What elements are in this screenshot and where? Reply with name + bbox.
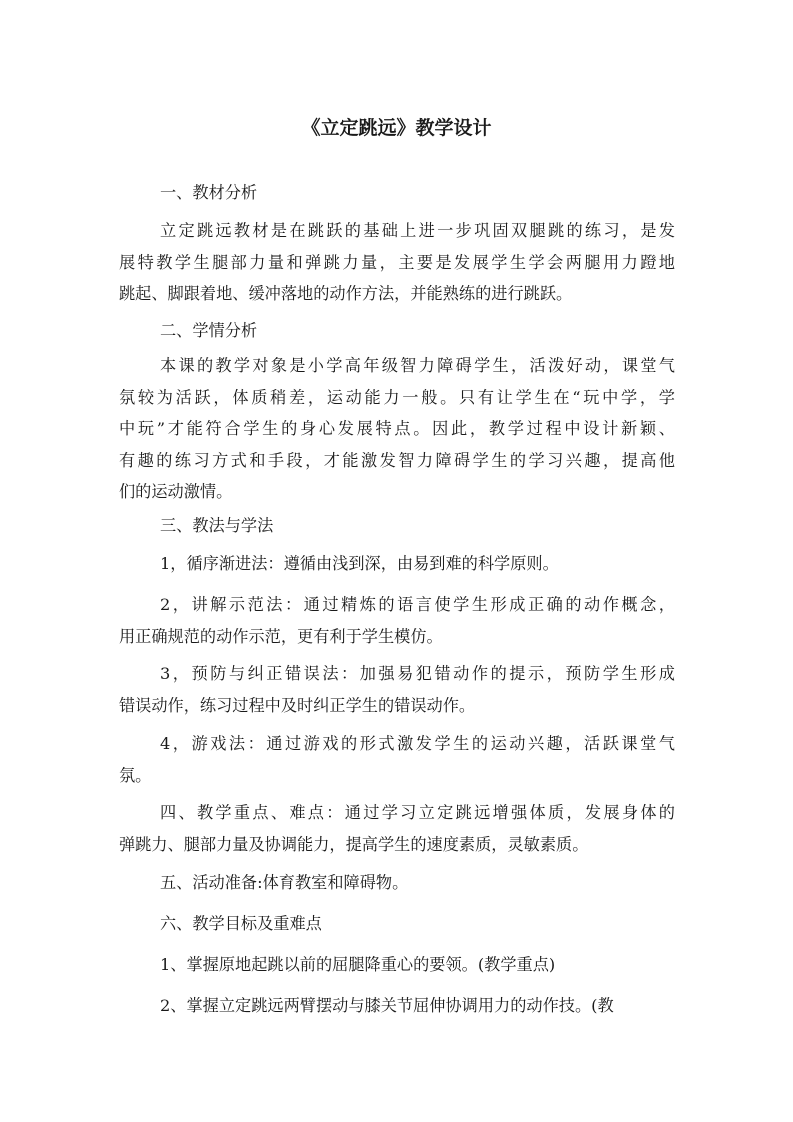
paragraph-line: 有趣的练习方式和手段，才能激发智力障碍学生的学习兴趣，提高他 bbox=[119, 450, 675, 470]
method-item-2 bbox=[119, 589, 675, 652]
paragraph-line: 3，预防与纠正错误法：加强易犯错动作的提示，预防学生形成 bbox=[160, 664, 675, 683]
method-item-1 bbox=[119, 548, 675, 580]
paragraph-line: 跳起、脚跟着地、缓冲落地的动作方法，并能熟练的进行跳跃。 bbox=[119, 284, 573, 303]
section-heading-methods: 三、教法与学法 bbox=[160, 516, 274, 535]
paragraph-line: 本课的教学对象是小学高年级智力障碍学生，活泼好动，课堂气 bbox=[160, 356, 675, 375]
paragraph-line: 们的运动激情。 bbox=[119, 482, 233, 501]
paragraph-line: 四、教学重点、难点：通过学习立定跳远增强体质，发展身体的 bbox=[160, 803, 675, 822]
paragraph-line: 2，讲解示范法：通过精炼的语言使学生形成正确的动作概念， bbox=[160, 595, 675, 614]
paragraph-line: 用正确规范的动作示范，更有利于学生模仿。 bbox=[119, 626, 443, 646]
paragraph-learners bbox=[119, 350, 675, 508]
document-title: 《立定跳远》教学设计 bbox=[301, 117, 492, 139]
section-heading-materials: 一、教材分析 bbox=[160, 183, 258, 202]
paragraph-materials bbox=[119, 215, 675, 310]
paragraph-line: 立定跳远教材是在跳跃的基础上进一步巩固双腿跳的练习，是发 bbox=[160, 221, 675, 240]
paragraph-line: 氛较为活跃，体质稍差，运动能力一般。只有让学生在“玩中学，学 bbox=[119, 387, 675, 407]
objective-item-2: 2、掌握立定跳远两臂摆动与膝关节屈伸协调用力的动作技。(教 bbox=[160, 996, 614, 1015]
paragraph-line: 1，循序渐进法：遵循由浅到深，由易到难的科学原则。 bbox=[160, 554, 559, 573]
paragraph-line: 展特教学生腿部力量和弹跳力量，主要是发展学生学会两腿用力蹬地 bbox=[119, 252, 675, 272]
paragraph-line: 中玩”才能符合学生的身心发展特点。因此，教学过程中设计新颖、 bbox=[119, 419, 675, 438]
section-heading-preparation: 五、活动准备:体育教室和障碍物。 bbox=[160, 873, 409, 892]
method-item-4 bbox=[119, 728, 675, 791]
key-points-paragraph bbox=[119, 797, 675, 860]
section-heading-objectives: 六、教学目标及重难点 bbox=[160, 914, 322, 933]
paragraph-line: 弹跳力、腿部力量及协调能力，提高学生的速度素质，灵敏素质。 bbox=[119, 834, 589, 854]
paragraph-line: 氛。 bbox=[119, 765, 152, 785]
paragraph-line: 4，游戏法：通过游戏的形式激发学生的运动兴趣，活跃课堂气 bbox=[160, 734, 675, 753]
objective-item-1: 1、掌握原地起跳以前的屈腿降重心的要领。(教学重点) bbox=[160, 955, 556, 974]
section-heading-learners: 二、学情分析 bbox=[160, 321, 258, 340]
paragraph-line: 错误动作，练习过程中及时纠正学生的错误动作。 bbox=[119, 695, 476, 715]
method-item-3 bbox=[119, 658, 675, 721]
